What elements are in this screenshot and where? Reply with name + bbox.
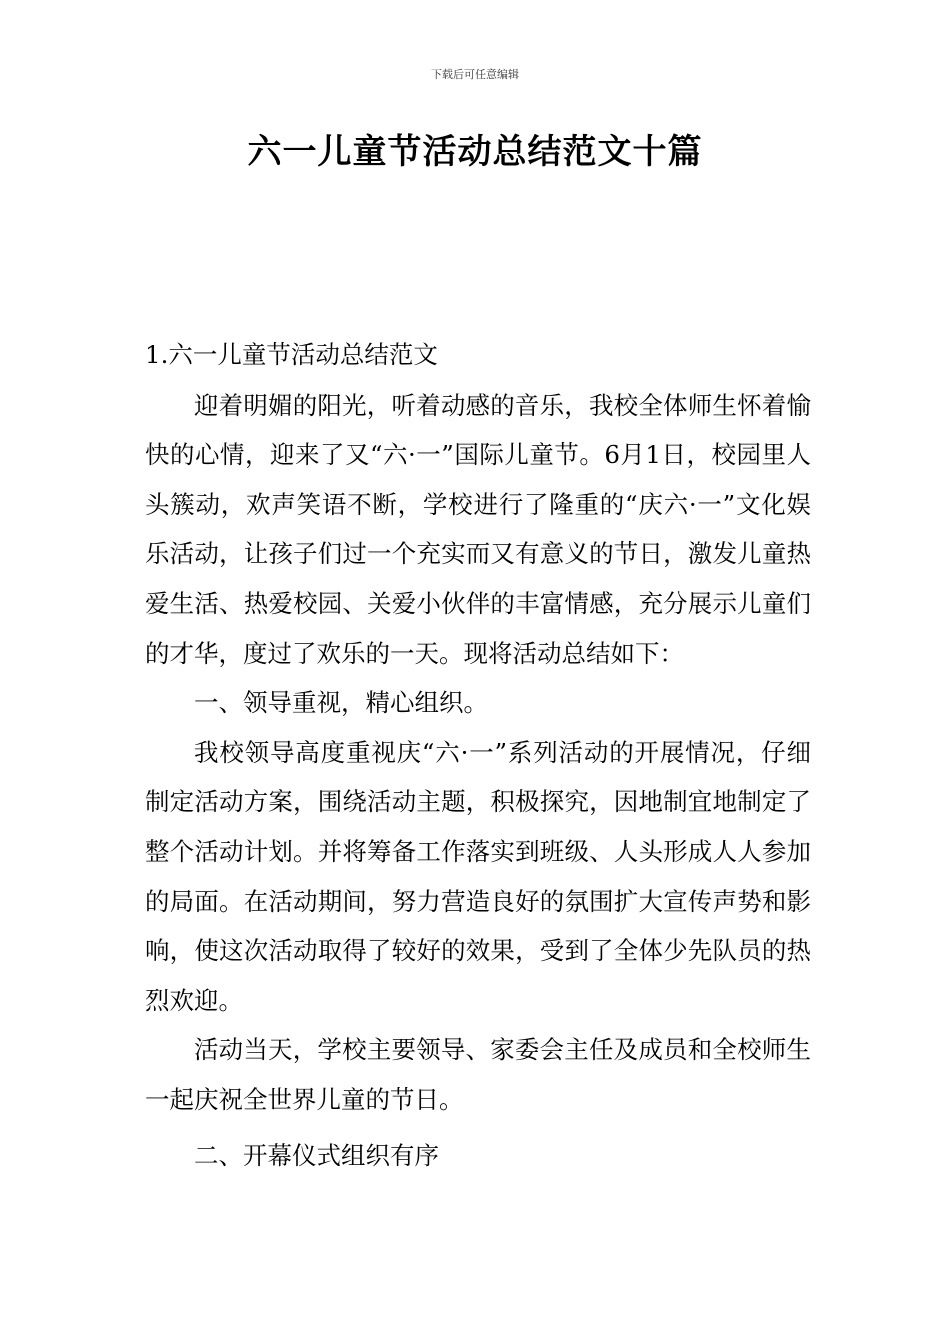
document-title: 六一儿童节活动总结范文十篇 <box>247 132 703 172</box>
paragraph-intro: 迎着明媚的阳光，听着动感的音乐，我校全体师生怀着愉快的心情，迎来了又“六·一”国际儿童节。6月1日，校园里人头簇动，欢声笑语不断，学校进行了隆重的“庆六·一”文化娱乐活动，让孩子们过一个充实而又有意义的节日，激发儿童热爱生活、热爱校园、关爱小伙伴的丰富情感，充分展示儿童们的才华，度过了欢乐的一天。现将活动总结如下： <box>145 390 811 668</box>
document-body <box>145 330 811 1180</box>
header-note: 下载后可任意编辑 <box>431 68 519 81</box>
subheading-leadership: 一、领导重视，精心组织。 <box>194 688 488 718</box>
paragraph-leadership: 我校领导高度重视庆“六·一”系列活动的开展情况，仔细制定活动方案，围绕活动主题，积极探究，因地制宜地制定了整个活动计划。并将筹备工作落实到班级、人头形成人人参加的局面。在活动期间，努力营造良好的氛围扩大宣传声势和影响，使这次活动取得了较好的效果，受到了全体少先队员的热烈欢迎。 <box>145 737 811 1015</box>
section-heading: 1.六一儿童节活动总结范文 <box>145 340 438 369</box>
subheading-opening-ceremony: 二、开幕仪式组织有序 <box>194 1140 439 1170</box>
paragraph-event-day: 活动当天，学校主要领导、家委会主任及成员和全校师生一起庆祝全世界儿童的节日。 <box>145 1035 811 1114</box>
